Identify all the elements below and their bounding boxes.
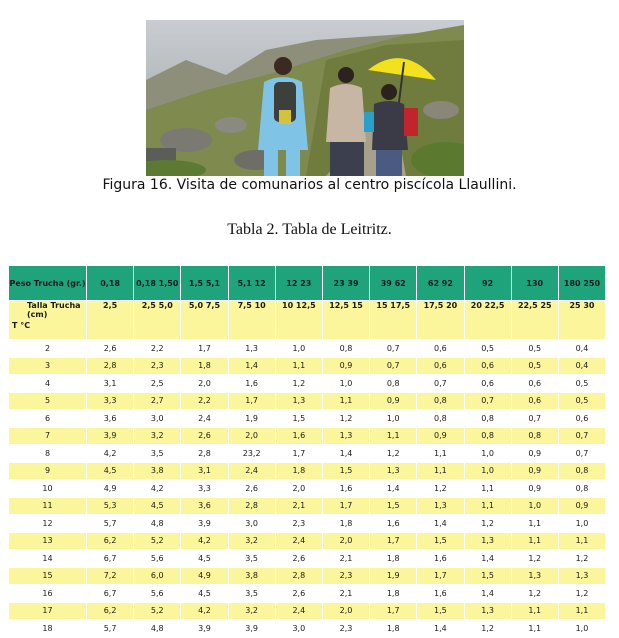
ration-cell: 1,5 (370, 497, 417, 515)
size-col: 2,5 (87, 301, 134, 340)
ration-cell: 1,8 (181, 357, 228, 375)
weight-col: 92 (464, 266, 511, 301)
ration-cell: 1,2 (511, 585, 558, 603)
ration-cell: 3,5 (228, 550, 275, 568)
ration-cell: 3,0 (228, 515, 275, 533)
ration-cell: 1,3 (370, 462, 417, 480)
ration-cell: 1,1 (511, 532, 558, 550)
temperature-cell: 7 (9, 427, 87, 445)
ration-cell: 1,2 (558, 550, 605, 568)
ration-cell: 1,5 (464, 567, 511, 585)
ration-cell: 5,3 (87, 497, 134, 515)
ration-cell: 0,5 (558, 375, 605, 393)
size-col: 22,5 25 (511, 301, 558, 340)
ration-cell: 2,0 (275, 480, 322, 498)
ration-cell: 0,6 (417, 340, 464, 358)
ration-cell: 3,2 (134, 427, 181, 445)
ration-cell: 3,9 (228, 620, 275, 638)
ration-cell: 2,2 (181, 392, 228, 410)
ration-cell: 1,5 (417, 532, 464, 550)
ration-cell: 1,6 (275, 427, 322, 445)
size-col: 17,5 20 (417, 301, 464, 340)
ration-cell: 4,2 (181, 532, 228, 550)
ration-cell: 2,1 (322, 585, 369, 603)
ration-cell: 1,8 (370, 585, 417, 603)
ration-cell: 1,2 (464, 620, 511, 638)
ration-cell: 3,0 (134, 410, 181, 428)
ration-cell: 1,0 (370, 410, 417, 428)
ration-cell: 2,7 (134, 392, 181, 410)
temperature-cell: 2 (9, 340, 87, 358)
size-header-cell (9, 301, 87, 340)
temperature-cell: 3 (9, 357, 87, 375)
ration-cell: 2,1 (275, 497, 322, 515)
ration-cell: 3,6 (181, 497, 228, 515)
temperature-cell: 15 (9, 567, 87, 585)
ration-cell: 1,5 (322, 462, 369, 480)
ration-cell: 1,3 (464, 602, 511, 620)
ration-cell: 0,7 (417, 375, 464, 393)
ration-cell: 2,6 (275, 585, 322, 603)
temperature-header: T °C (12, 321, 31, 330)
ration-cell: 1,3 (464, 532, 511, 550)
ration-cell: 6,7 (87, 585, 134, 603)
table-row (9, 340, 606, 358)
ration-cell: 2,0 (322, 602, 369, 620)
temperature-cell: 18 (9, 620, 87, 638)
ration-cell: 4,5 (181, 585, 228, 603)
ration-cell: 0,9 (322, 357, 369, 375)
ration-cell: 2,0 (228, 427, 275, 445)
ration-cell: 1,1 (511, 602, 558, 620)
ration-cell: 1,4 (417, 620, 464, 638)
ration-cell: 1,1 (511, 515, 558, 533)
ration-cell: 5,2 (134, 532, 181, 550)
size-col: 12,5 15 (322, 301, 369, 340)
ration-cell: 1,7 (181, 340, 228, 358)
ration-cell: 2,6 (181, 427, 228, 445)
ration-cell: 0,8 (464, 427, 511, 445)
table-row (9, 445, 606, 463)
ration-cell: 0,8 (558, 480, 605, 498)
ration-cell: 1,8 (370, 620, 417, 638)
ration-cell: 0,4 (558, 357, 605, 375)
ration-cell: 1,7 (370, 602, 417, 620)
ration-cell: 1,6 (370, 515, 417, 533)
ration-cell: 0,8 (558, 462, 605, 480)
ration-cell: 1,6 (417, 550, 464, 568)
ration-cell: 5,7 (87, 515, 134, 533)
ration-cell: 0,7 (511, 410, 558, 428)
temperature-cell: 9 (9, 462, 87, 480)
table-row (9, 392, 606, 410)
ration-cell: 1,7 (417, 567, 464, 585)
size-col: 7,5 10 (228, 301, 275, 340)
ration-cell: 1,2 (464, 515, 511, 533)
ration-cell: 2,0 (181, 375, 228, 393)
ration-cell: 1,2 (417, 480, 464, 498)
ration-cell: 4,2 (134, 480, 181, 498)
ration-cell: 3,1 (87, 375, 134, 393)
ration-cell: 4,5 (134, 497, 181, 515)
ration-cell: 1,2 (275, 375, 322, 393)
ration-cell: 2,8 (181, 445, 228, 463)
weight-header: Peso Trucha (gr.) (9, 266, 87, 301)
ration-cell: 0,8 (370, 375, 417, 393)
ration-cell: 1,1 (511, 620, 558, 638)
ration-cell: 3,3 (181, 480, 228, 498)
ration-cell: 3,9 (87, 427, 134, 445)
table-caption: Tabla 2. Tabla de Leitritz. (227, 221, 392, 238)
ration-cell: 0,7 (370, 357, 417, 375)
ration-cell: 0,9 (511, 480, 558, 498)
ration-cell: 1,3 (511, 567, 558, 585)
table-row (9, 532, 606, 550)
temperature-cell: 8 (9, 445, 87, 463)
ration-cell: 0,6 (511, 392, 558, 410)
temperature-cell: 10 (9, 480, 87, 498)
ration-cell: 0,8 (464, 410, 511, 428)
ration-cell: 4,2 (87, 445, 134, 463)
ration-cell: 1,1 (275, 357, 322, 375)
ration-cell: 1,2 (370, 445, 417, 463)
size-col: 10 12,5 (275, 301, 322, 340)
figure-caption: Figura 16. Visita de comunarios al centro piscícola Llaullini. (102, 177, 517, 193)
ration-cell: 0,5 (511, 340, 558, 358)
ration-cell: 0,8 (417, 410, 464, 428)
ration-cell: 4,2 (181, 602, 228, 620)
ration-cell: 1,8 (322, 515, 369, 533)
ration-cell: 6,2 (87, 602, 134, 620)
ration-cell: 6,7 (87, 550, 134, 568)
size-col: 25 30 (558, 301, 605, 340)
ration-cell: 3,8 (228, 567, 275, 585)
ration-cell: 4,9 (181, 567, 228, 585)
temperature-cell: 16 (9, 585, 87, 603)
ration-cell: 6,0 (134, 567, 181, 585)
table-row (9, 410, 606, 428)
table-row (9, 375, 606, 393)
ration-cell: 1,7 (370, 532, 417, 550)
table-row (9, 515, 606, 533)
table-row (9, 550, 606, 568)
weight-col: 23 39 (322, 266, 369, 301)
ration-cell: 2,4 (228, 462, 275, 480)
ration-cell: 1,0 (558, 515, 605, 533)
ration-cell: 2,2 (134, 340, 181, 358)
table-row (9, 357, 606, 375)
table-row (9, 462, 606, 480)
weight-col: 0,18 (87, 266, 134, 301)
table-row (9, 620, 606, 638)
ration-cell: 2,3 (322, 620, 369, 638)
ration-cell: 1,4 (464, 585, 511, 603)
size-col: 2,5 5,0 (134, 301, 181, 340)
ration-cell: 0,9 (558, 497, 605, 515)
ration-cell: 2,8 (275, 567, 322, 585)
ration-cell: 1,1 (464, 497, 511, 515)
ration-cell: 2,4 (181, 410, 228, 428)
ration-cell: 2,4 (275, 532, 322, 550)
ration-cell: 1,4 (322, 445, 369, 463)
ration-cell: 5,6 (134, 550, 181, 568)
weight-col: 39 62 (370, 266, 417, 301)
ration-cell: 0,6 (558, 410, 605, 428)
ration-cell: 0,5 (511, 357, 558, 375)
ration-cell: 1,0 (464, 462, 511, 480)
ration-cell: 1,4 (464, 550, 511, 568)
ration-cell: 0,6 (464, 357, 511, 375)
ration-cell: 1,7 (322, 497, 369, 515)
ration-cell: 2,5 (134, 375, 181, 393)
ration-cell: 1,1 (558, 532, 605, 550)
ration-cell: 2,3 (134, 357, 181, 375)
weight-col: 0,18 1,50 (134, 266, 181, 301)
ration-cell: 2,6 (228, 480, 275, 498)
ration-cell: 3,5 (228, 585, 275, 603)
table-row (9, 427, 606, 445)
ration-cell: 1,7 (275, 445, 322, 463)
table-row (9, 480, 606, 498)
ration-cell: 1,0 (275, 340, 322, 358)
ration-cell: 1,0 (558, 620, 605, 638)
ration-cell: 1,3 (275, 392, 322, 410)
ration-cell: 1,0 (464, 445, 511, 463)
ration-cell: 3,9 (181, 620, 228, 638)
weight-col: 180 250 (558, 266, 605, 301)
temperature-cell: 6 (9, 410, 87, 428)
ration-cell: 23,2 (228, 445, 275, 463)
weight-col: 5,1 12 (228, 266, 275, 301)
ration-cell: 1,2 (322, 410, 369, 428)
ration-cell: 3,8 (134, 462, 181, 480)
ration-cell: 1,2 (511, 550, 558, 568)
ration-cell: 1,9 (228, 410, 275, 428)
weight-col: 62 92 (417, 266, 464, 301)
size-col: 15 17,5 (370, 301, 417, 340)
ration-cell: 2,1 (322, 550, 369, 568)
ration-cell: 4,8 (134, 620, 181, 638)
ration-cell: 0,9 (511, 462, 558, 480)
ration-cell: 6,2 (87, 532, 134, 550)
table-row (9, 497, 606, 515)
ration-cell: 0,9 (370, 392, 417, 410)
ration-cell: 3,9 (181, 515, 228, 533)
ration-cell: 1,3 (322, 427, 369, 445)
ration-cell: 3,6 (87, 410, 134, 428)
ration-cell: 2,6 (275, 550, 322, 568)
weight-col: 1,5 5,1 (181, 266, 228, 301)
ration-cell: 1,1 (417, 462, 464, 480)
size-col: 5,0 7,5 (181, 301, 228, 340)
ration-cell: 0,5 (558, 392, 605, 410)
ration-cell: 2,6 (87, 340, 134, 358)
ration-cell: 2,0 (322, 532, 369, 550)
field-visit-photo (146, 20, 464, 176)
ration-cell: 0,7 (370, 340, 417, 358)
temperature-cell: 5 (9, 392, 87, 410)
ration-cell: 2,4 (275, 602, 322, 620)
ration-cell: 4,9 (87, 480, 134, 498)
temperature-cell: 14 (9, 550, 87, 568)
ration-cell: 1,1 (417, 445, 464, 463)
ration-cell: 0,8 (322, 340, 369, 358)
ration-cell: 1,8 (370, 550, 417, 568)
weight-col: 130 (511, 266, 558, 301)
ration-cell: 1,3 (417, 497, 464, 515)
ration-cell: 0,5 (464, 340, 511, 358)
ration-cell: 0,8 (417, 392, 464, 410)
ration-cell: 2,8 (87, 357, 134, 375)
ration-cell: 0,9 (511, 445, 558, 463)
ration-cell: 1,0 (511, 497, 558, 515)
ration-cell: 1,1 (558, 602, 605, 620)
size-header: Talla Trucha (cm) (27, 301, 81, 319)
ration-cell: 2,8 (228, 497, 275, 515)
ration-cell: 0,8 (511, 427, 558, 445)
ration-cell: 0,7 (558, 445, 605, 463)
ration-cell: 1,3 (228, 340, 275, 358)
ration-cell: 1,9 (370, 567, 417, 585)
size-header-row (9, 301, 606, 340)
ration-cell: 0,9 (417, 427, 464, 445)
ration-cell: 0,7 (558, 427, 605, 445)
temperature-cell: 12 (9, 515, 87, 533)
ration-cell: 3,0 (275, 620, 322, 638)
table-row (9, 602, 606, 620)
size-col: 20 22,5 (464, 301, 511, 340)
ration-cell: 1,1 (322, 392, 369, 410)
ration-cell: 0,4 (558, 340, 605, 358)
ration-cell: 1,4 (417, 515, 464, 533)
ration-cell: 7,2 (87, 567, 134, 585)
ration-cell: 3,2 (228, 602, 275, 620)
ration-cell: 5,7 (87, 620, 134, 638)
leitritz-table (8, 265, 606, 638)
ration-cell: 1,2 (558, 585, 605, 603)
ration-cell: 0,6 (464, 375, 511, 393)
ration-cell: 1,0 (322, 375, 369, 393)
weight-col: 12 23 (275, 266, 322, 301)
ration-cell: 1,1 (464, 480, 511, 498)
ration-cell: 1,5 (275, 410, 322, 428)
ration-cell: 3,1 (181, 462, 228, 480)
ration-cell: 4,5 (181, 550, 228, 568)
ration-cell: 0,6 (417, 357, 464, 375)
ration-cell: 3,5 (134, 445, 181, 463)
ration-cell: 1,6 (228, 375, 275, 393)
temperature-cell: 4 (9, 375, 87, 393)
ration-cell: 3,2 (228, 532, 275, 550)
ration-cell: 0,7 (464, 392, 511, 410)
table-row (9, 585, 606, 603)
ration-cell: 1,1 (370, 427, 417, 445)
temperature-cell: 17 (9, 602, 87, 620)
ration-cell: 3,3 (87, 392, 134, 410)
temperature-cell: 13 (9, 532, 87, 550)
ration-cell: 1,8 (275, 462, 322, 480)
ration-cell: 2,3 (322, 567, 369, 585)
weight-header-row (9, 266, 606, 301)
ration-cell: 1,6 (417, 585, 464, 603)
ration-cell: 1,4 (370, 480, 417, 498)
ration-cell: 4,5 (87, 462, 134, 480)
ration-cell: 1,7 (228, 392, 275, 410)
ration-cell: 5,6 (134, 585, 181, 603)
ration-cell: 1,3 (558, 567, 605, 585)
ration-cell: 4,8 (134, 515, 181, 533)
ration-cell: 0,6 (511, 375, 558, 393)
temperature-cell: 11 (9, 497, 87, 515)
ration-cell: 1,4 (228, 357, 275, 375)
ration-cell: 5,2 (134, 602, 181, 620)
table-row (9, 567, 606, 585)
ration-cell: 1,5 (417, 602, 464, 620)
ration-cell: 2,3 (275, 515, 322, 533)
ration-cell: 1,6 (322, 480, 369, 498)
